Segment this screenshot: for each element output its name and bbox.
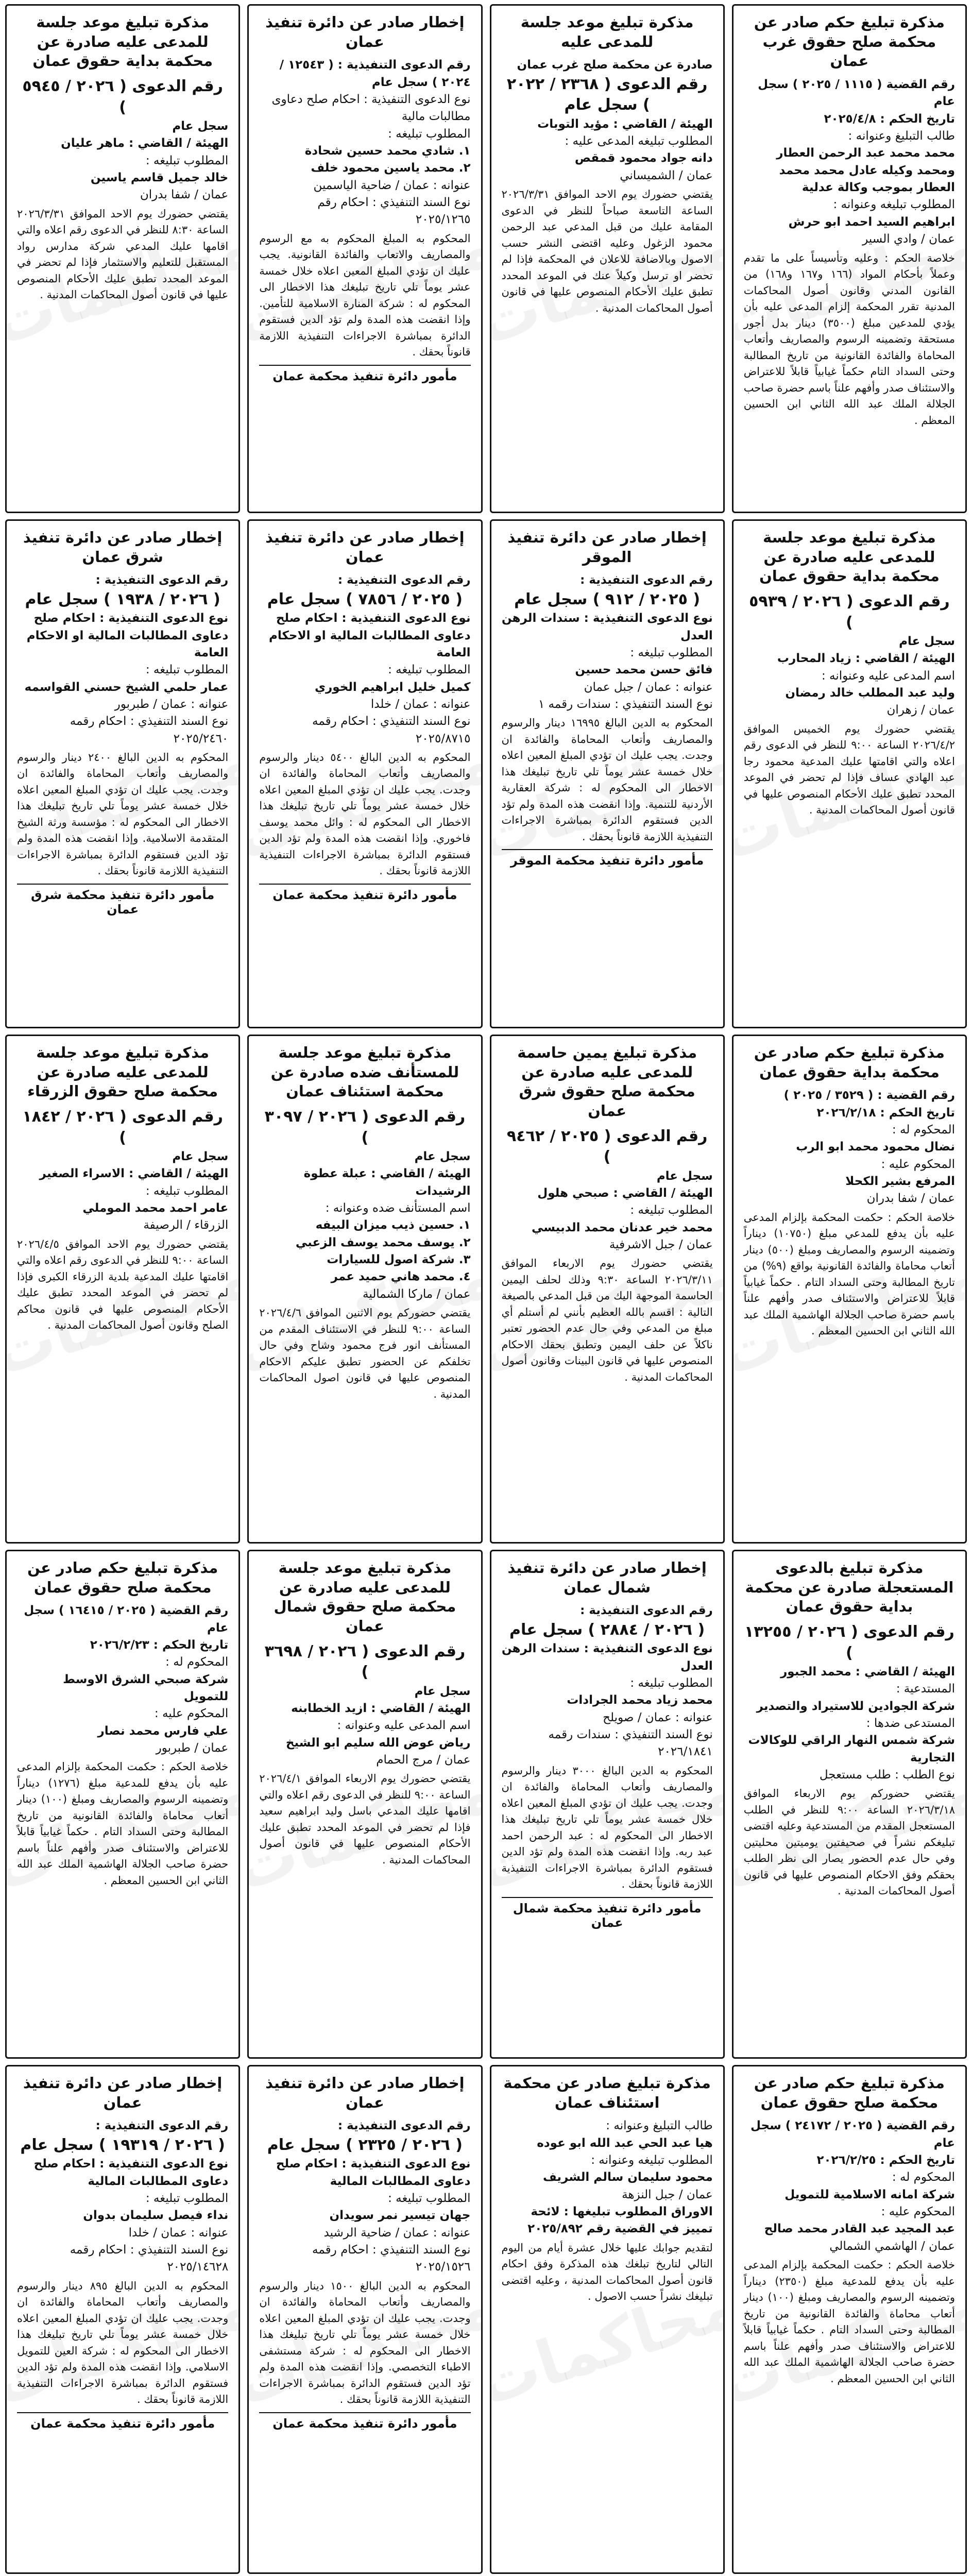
notice-line: المرفع بشير الكحلا [845,1175,955,1189]
notice-line: سجل عام [414,1684,471,1698]
notice-line: عنوانه : عمان / طبربور [114,697,229,711]
notice-body: لتقديم جوابك عليها خلال عشرة أيام من اليوم التالي لتاريخ تبلغك هذه المذكرة وفق احكام قانون أصول المحاكمات المدنية ، وعليه اقتضى تبليغك نشراً حسب الاصول . [501,2241,713,2303]
notice-line: اسم المدعى عليه وعنوانه : [337,1719,471,1733]
notice-body: المحكوم به الدين البالغ ٣٠٠٠ دينار والرسوم والمصاريف وأتعاب المحاماة والفائدة ان وجدت. يجب عليك ان تؤدي المبلغ المعين اعلاه خلال خمسة عشر يوماً تلي تاريخ تبليغك هذا الاخطار الى المحكوم له : عبد الرحمن احمد عبد ربه. وإذا انقضت هذه المدة ولم تؤد الدين فستقوم الدائرة بمباشرة الاجراءات التنفيذية اللازمة قانوناً بحقك . [501,1764,713,1891]
notice-line: نوع السند التنفيذي : احكام رقم ٢٠٢٥/١٢٦٥ [317,196,471,227]
notice-line: شركة صبحي الشرق الاوسط للتمويل [63,1672,229,1704]
notice-line: ( ٢٠٢٥ / ٩١٢ ) سجل عام [514,590,701,608]
notice-line: دانه جواد محمود قمقص [574,151,713,165]
notice-line: المحكوم عليه : [154,1707,229,1721]
notice-header: إخطار صادر عن دائرة تنفيذ عمان [23,2074,223,2111]
notice-line: محمد محمد عبد الرحمن العطار ومحمد وكيله عادل محمد محمد العطار بموجب وكالة عدلية [776,146,955,195]
notice-line: عمان / الهاشمي الشمالي [829,2239,955,2253]
notice-line: عبد المجيد عبد القادر محمد صالح [764,2222,955,2236]
notice-line: ٢. يوسف محمد يوسف الزعبي [295,1235,471,1249]
notice-line: عنوانه : عمان / صويلح [603,1710,713,1724]
notice-header: إخطار صادر عن دائرة تنفيذ شمال عمان [507,1559,707,1596]
notice-line: رقم الدعوى ( ٢٠٢٦ / ٣٦٩٨ ) [264,1642,466,1682]
notice-line: رقم الدعوى التنفيذية : [337,573,471,587]
notice-line: تاريخ الحكم : ٢٠٢٦/٢/٢٥ [816,2154,955,2167]
notice-header: مذكرة تبليغ حكم صادر عن محكمة صلح حقوق عمان [754,2074,945,2111]
notice-line: المطلوب تبليغه : [145,154,229,167]
notice-body: المحكوم به المبلغ المحكوم به مع الرسوم والمصاريف والاتعاب والفائدة القانونية. يجب عليك ان تؤدي المبلغ المعين اعلاه خلال خمسة عشر يوماً تلي تاريخ تبليغك هذا الاخطار الى المحكوم له : شركة المنارة الاسلامية للتأمين. وإذا انقضت هذه المدة ولم تؤد الدين فستقوم الدائرة بمباشرة الاجراءات التنفيذية اللازمة قانوناً بحقك . [259,232,471,359]
notice-line: عمان / شفا بدران [140,188,229,202]
notice-line: سجل عام [899,635,955,649]
notice-box [5,2065,240,2574]
notice-line: رقم القضية ( ١١١٥ / ٢٠٢٥ ) سجل عام [758,78,955,109]
notice-box [5,4,240,513]
notice-body: المحكوم به الدين البالغ ٥٤٠٠ دينار والرسوم والمصاريف وأتعاب المحاماة والفائدة ان وجدت. يجب عليك ان تؤدي المبلغ المعين اعلاه خلال خمسة عشر يوماً تلي تاريخ تبليغك هذا الاخطار الى المحكوم له : وائل محمد يوسف فاخوري. وإذا انقضت هذه المدة ولم تؤد الدين فستقوم الدائرة بمباشرة الاجراءات التنفيذية اللازمة قانوناً بحقك . [259,751,471,877]
notice-footer: مأمور دائرة تنفيذ محكمة عمان [259,2412,470,2431]
notice-header: مذكرة تبليغ موعد جلسة للمستأنف ضده صادرة عن محكمة استئناف عمان [270,1044,459,1100]
notice-header: مذكرة تبليغ حكم صادر عن محكمة صلح حقوق عمان [27,1559,218,1596]
notice-line: نوع الدعوى التنفيذية : سندات الرهن العدل [501,1642,713,1673]
notice-line: المطلوب تبليغه : [145,663,229,677]
notice-line: تاريخ الحكم : ٢٠٢٦/٢/٢٣ [90,1638,229,1652]
notice-line: المطلوب تبليغه : [630,1204,713,1217]
notice-header: مذكرة تبليغ موعد جلسة للمدعى عليه صادرة عن محكمة بداية حقوق عمان [759,529,940,585]
notice-line: المحكوم عليه : [881,2205,955,2219]
notice-box [5,1035,240,1544]
notice-line: محمد زياد محمد الجرادات [567,1693,713,1707]
notice-line: رقم الدعوى ( ٢٠٢٦ / ٥٩٣٩ ) [749,592,950,632]
notice-line: ( ٢٠٢٥ / ٧٨٥٦ ) سجل عام [267,590,463,608]
notice-line: نوع الدعوى التنفيذية : احكام صلح دعاوى المطالبات المالية او الاحكام العامة [26,612,229,659]
notice-line: رقم الدعوى ( ٢٠٢٦ / ٥٩٤٥ ) [22,77,223,116]
notice-line: علي فارس محمد نصار [97,1724,229,1738]
notice-box [490,2065,725,2574]
notice-line: رقم الدعوى التنفيذية : [580,1604,713,1618]
notice-line: عمان / طبربور [156,1741,229,1755]
notice-body: يقتضي حضورك يوم الاربعاء الموافق ٢٠٢٦/٣/١١ الساعة ٩:٣٠ وذلك لحلف اليمين الحاسمة الموجهة اليك من قبل المدعي بالصيغة التالية : اقسم بالله العظيم بأنني لم أستلم أي مبلغ من المدعي وفي حال عدم الحضور تعتبر ناكلاً عن حلف اليمين وتطبق بحقك الاحكام المنصوص عليها في قانون البينات وقانون أصول المحاكمات المدنية . [501,1257,713,1383]
notice-header: إخطار صادر عن دائرة تنفيذ الموقر [507,529,707,566]
notice-body: المحكوم به الدين البالغ ١٦٩٩٥ دينار والرسوم والمصاريف وأتعاب المحاماة والفائدة ان وجدت. يجب عليك ان تؤدي المبلغ المعين اعلاه خلال خمسة عشر يوماً تلي تاريخ تبليغك هذا الاخطار الى المحكوم له : شركة العقارية الأردنية للتنمية. وإذا انقضت هذه المدة ولم تؤد الدين فستقوم الدائرة بمباشرة الاجراءات التنفيذية اللازمة قانوناً بحقك . [501,717,713,843]
notice-line: نضال محمود محمد ابو الرب [796,1140,955,1154]
notice-line: المطلوب تبليغه المدعى عليه : [565,134,713,148]
notice-line: المطلوب تبليغه : [388,2191,471,2205]
notice-footer: مأمور دائرة تنفيذ محكمة عمان [259,365,470,383]
notice-line: رقم الدعوى التنفيذية : [95,2119,229,2133]
notice-header: مذكرة تبليغ موعد جلسة للمدعى عليه صادرة عن محكمة صلح حقوق شمال عمان [274,1559,456,1635]
notice-line: الهيئة / القاضي : ازيد الخطابنه [291,1702,471,1716]
notice-line: الهيئة / القاضي : مؤيد التوبات [537,117,713,131]
notice-line: الهيئة / القاضي : ماهر عليان [61,137,229,150]
notice-line: طالب التبليغ وعنوانه : [848,129,955,143]
notice-line: عنوانه : عمان / خلدا [128,2226,229,2240]
notice-body: المحكوم به الدين البالغ ٢٤٠٠ دينار والرسوم والمصاريف وأتعاب المحاماة والفائدة ان وجدت. يجب عليك ان تؤدي المبلغ المعين اعلاه خلال خمسة عشر يوماً تلي تاريخ تبليغك هذا الاخطار الى المحكوم له : مؤسسة ورثة الشيخ المتقدمة الاسلامية. وإذا انقضت هذه المدة ولم تؤد الدين فستقوم الدائرة بمباشرة الاجراءات التنفيذية اللازمة قانوناً بحقك . [17,751,229,877]
notice-line: سجل عام [172,120,229,133]
notice-body: المحكوم به الدين البالغ ٨٩٥ دينار والرسوم والمصاريف وأتعاب المحاماة والفائدة ان وجدت. يجب عليك ان تؤدي المبلغ المعين اعلاه خلال خمسة عشر يوماً تلي تاريخ تبليغك هذا الاخطار الى المحكوم له : شركة العين للتمويل الاسلامي. وإذا انقضت هذه المدة ولم تؤد الدين فستقوم الدائرة بمباشرة الاجراءات التنفيذية اللازمة قانوناً بحقك . [17,2279,229,2406]
notice-line: ٢. محمد ياسين محمود خلف [311,161,471,175]
notices-page [5,4,967,2576]
notice-line: رقم الدعوى ( ٢٣٦٨ / ٢٠٢٢ ) سجل عام [506,75,708,114]
notice-line: عمان / الشميساني [620,168,713,182]
notice-line: المطلوب تبليغه : [630,646,713,659]
notice-line: المطلوب تبليغه وعنوانه : [833,198,955,212]
notice-line: عامر احمد محمد الموملي [82,1201,229,1215]
notice-line: الهيئة / القاضي : الاسراء الصغير [39,1167,229,1181]
notice-line: نوع الدعوى التنفيذية : احكام صلح دعاوى المطالبات المالية [33,2157,229,2188]
notice-line: عنوانه : عمان / خلدا [370,697,471,711]
notice-line: جهان تيسير نمر سويدان [329,2209,471,2223]
notice-header: إخطار صادر عن دائرة تنفيذ عمان [265,13,465,50]
notice-header: مذكرة تبليغ موعد جلسة للمدعى عليه [520,13,694,50]
notice-line: عمان / مرج الحمام [376,1753,471,1767]
notice-footer: مأمور دائرة تنفيذ محكمة عمان [17,2412,228,2431]
notice-line: نوع السند التنفيذي : احكام رقمه ٢٠٢٥/١٥٢٦ [312,2243,471,2274]
notice-line: نوع الدعوى التنفيذية : احكام صلح دعاوى المطالبات المالية [276,2157,471,2188]
notice-line: عمان / وادي السير [862,232,955,246]
notice-header: إخطار صادر عن دائرة تنفيذ عمان [265,2074,465,2111]
notice-body: خلاصة الحكم : حكمت المحكمة بإلزام المدعى عليه بأن يدفع للمدعية مبلغ (١٢٧٦) ديناراً وتضمينه الرسوم والمصاريف ومبلغ (١٠٠) دينار أتعاب محاماة والفائدة القانونية من تاريخ المطالبة وحتى السداد التام . حكماً غيابياً قابلاً للاعتراض والاستئناف صدر وأفهم علناً باسم حضرة صاحب الجلالة الهاشمية الملك عبد الله الثاني ابن الحسين المعظم . [17,1760,229,1887]
notice-line: صادرة عن محكمة صلح غرب عمان [517,58,713,72]
notice-line: المطلوب تبليغه : [630,1676,713,1690]
notice-body: خلاصة الحكم : حكمت المحكمة بإلزام المدعى عليه بأن يدفع للمدعي مبلغ (١٠٧٥٠) ديناراً وتضمينه الرسوم والمصاريف ومبلغ (٥٠٠) دينار أتعاب محاماة والفائدة القانونية بواقع (٩%) من تاريخ المطالبة وحتى السداد التام . حكماً غيابياً قابلاً للاعتراض والاستئناف صدر وأفهم علناً باسم حضرة صاحب الجلالة الهاشمية الملك عبد الله الثاني ابن الحسين المعظم . [743,1211,956,1337]
notice-body: يقتضي حضورك يوم الاربعاء الموافق ٢٠٢٦/٤/١ الساعة ٩:٠٠ للنظر في الدعوى رقم اعلاه والتي اقامها عليك المدعي باسل وليد ابراهيم سعيد فإذا لم تحضر في الموعد المحدد تطبق عليك الأحكام المنصوص عليها في قانون أصول المحاكمات المدنية . [259,1772,471,1866]
notice-line: المحكوم له : [892,1123,955,1137]
notice-box [732,4,967,513]
notice-box [247,519,482,1028]
notice-body: يقتضي حضورك يوم الخميس الموافق ٢٠٢٦/٤/٢ الساعة ٩:٠٠ للنظر في الدعوى رقم اعلاه والتي اقامتها عليك المدعية محمود رجا عبد الهادي عساف فإذا لم تحضر في الموعد المحدد تطبق عليك الأحكام المنصوص عليها في قانون أصول المحاكمات المدنية . [743,722,955,817]
notice-line: اسم المستأنف ضده وعنوانه : [325,1201,471,1215]
notice-line: عمان / زهران [886,703,955,717]
notice-line: خالد جميل قاسم ياسين [90,171,229,185]
notice-line: الهيئة / القاضي : زياد المحارب [777,652,955,666]
notice-line: تاريخ الحكم : ٢٠٢٥/٤/٨ [824,112,955,126]
notice-line: المطلوب تبليغه : [145,2191,229,2205]
notice-line: عنوانه : عمان / جبل عمان [584,680,713,694]
notice-line: عمار حلمي الشيخ حسني القواسمه [24,680,229,694]
notice-footer: مأمور دائرة تنفيذ محكمة عمان [259,884,470,902]
notice-line: المحكوم له : [892,2171,955,2184]
notice-line: رقم القضية ( ٢٠٢٥ / ٢٤١٧٢ ) سجل عام [751,2119,955,2150]
notice-body: يقتضي حضورك يوم الاحد الموافق ٢٠٢٦/٤/٥ الساعة ٩:٠٠ للنظر في الدعوى رقم اعلاه والتي اقامتها عليك المدعية بلدية الزرقاء الكبرى فإذا لم تحضر في الموعد المحدد تطبق عليك الأحكام المنصوص عليها في قانون محاكم الصلح وقانون أصول المحاكمات المدنية . [17,1238,229,1332]
notice-body: يقتضي حضوركم يوم الاربعاء الموافق ٢٠٢٦/٣/١٨ الساعة ٩:٠٠ للنظر في الطلب المستعجل المقدم من المستدعية وعليه اقتضى تبليغكم نشراً في صحيفتين يوميتين محليتين وفي حال عدم الحضور يصار الى نظر الطلب بحقكم وفق الاحكام المنصوص عليها في قانون أصول المحاكمات المدنية . [743,1787,955,1897]
notice-line: عمان / جبل النزهة [622,2188,713,2201]
notice-footer: مأمور دائرة تنفيذ محكمة شمال عمان [502,1897,713,1930]
notice-line: طالب التبليغ وعنوانه : [606,2119,713,2133]
notice-line: الهيئة / القاضي : عبلة عطوة الرشيدات [303,1167,471,1198]
notice-line: اسم المدعى عليه وعنوانه : [821,669,955,683]
notice-line: رقم الدعوى ( ٢٠٢٥ / ٩٤٦٢ ) [506,1127,708,1166]
notice-line: المحكوم عليه : [881,1157,955,1171]
notice-line: نوع الدعوى التنفيذية : احكام صلح دعاوى مطالبات مالية [271,93,471,124]
notice-footer: مأمور دائرة تنفيذ محكمة شرق عمان [17,884,228,917]
notice-line: نوع الدعوى التنفيذية : احكام صلح دعاوى المطالبات المالية او الاحكام العامة [269,612,471,659]
notice-header: مذكرة تبليغ حكم صادر عن محكمة بداية حقوق عمان [754,1044,945,1081]
notice-line: ٤. محمد هاني حميد عمر [331,1270,471,1284]
notice-line: عنوانه : عمان / ضاحية الرشيد [323,2226,471,2240]
notice-header: مذكرة تبليغ صادر عن محكمة استئناف عمان [503,2074,711,2111]
notice-line: الاوراق المطلوب تبليغها : لائحة تمييز في القضية رقم ٢٠٢٥/٨٩٢ [527,2205,713,2236]
notice-line: سجل عام [414,1150,471,1164]
notice-line: المستدعية : [896,1682,955,1696]
notice-line: ( ٢٠٢٦ / ٢٣٢٥ ) سجل عام [267,2136,463,2154]
notice-box [5,519,240,1028]
notice-line: رقم الدعوى ( ٢٠٢٦ / ٣٠٩٧ ) [264,1108,466,1147]
notice-line: شركة شمس النهار الراقي للوكالات التجارية [748,1734,955,1765]
notice-line: نوع السند التنفيذي : احكام رقمه ٢٠٢٥/٨٧١٥ [312,715,471,745]
notice-line: نوع السند التنفيذي : سندات رقمه ١ [538,697,713,711]
notice-box [490,1035,725,1544]
notice-line: نداء فيصل سليمان بدوان [83,2209,229,2223]
notice-line: ( ٢٠٢٦ / ٢٨٨٤ ) سجل عام [509,1620,705,1639]
notice-box [732,1550,967,2059]
notice-line: ( ٢٠٢٦ / ١٩٣٨ ) سجل عام [25,590,220,608]
notice-line: وليد عبد المطلب خالد رمضان [785,686,955,700]
notice-line: ١. حسين ذيب ميزان البيفه [315,1218,471,1232]
notice-header: إخطار صادر عن دائرة تنفيذ عمان [265,529,465,566]
notice-line: المستدعى ضدها : [866,1717,955,1731]
notice-box [247,4,482,513]
notice-header: إخطار صادر عن دائرة تنفيذ شرق عمان [23,529,223,566]
notice-box [490,1550,725,2059]
notice-line: عنوانه : عمان / ضاحية الياسمين [313,178,471,192]
notice-line: المحكوم له : [165,1655,229,1669]
notice-line: ( ٢٠٢٦ / ١٩٣١٩ ) سجل عام [20,2136,225,2154]
notice-line: كميل خليل ابراهيم الخوري [314,680,471,694]
notice-box [247,1035,482,1544]
notice-line: رقم الدعوى ( ٢٠٢٦ / ١٣٢٥٥ ) [744,1623,954,1662]
notice-line: تاريخ الحكم : ٢٠٢٦/٢/١٨ [816,1106,955,1120]
notice-line: نوع الدعوى التنفيذية : سندات الرهن العدل [501,612,713,642]
notice-line: رقم القضية ( ٢٠٢٥ / ١٦٤١٥ ) سجل عام [24,1604,229,1635]
notice-line: الهيئة / القاضي : صبحي هلول [537,1187,713,1200]
notice-line: المطلوب تبليغه : [388,663,471,677]
notice-line: عمان / ماركا الشمالية [363,1287,471,1301]
notice-header: مذكرة تبليغ بالدعوى المستعجلة صادرة عن محكمة بداية حقوق عمان [745,1559,954,1616]
notice-line: رقم الدعوى التنفيذية : [580,573,713,587]
notice-line: شركة الجوادين للاستيراد والتصدير [756,1699,955,1713]
notice-body: يقتضي حضوركم يوم الاثنين الموافق ٢٠٢٦/٤/٦ الساعة ٩:٠٠ للنظر في الاستئناف المقدم من المستأنف انور فرج محمود وشاح وفي حال تخلفكم عن الحضور تطبق عليكم الاحكام المنصوص عليها في قانون اصول المحاكمات المدنية . [259,1307,471,1400]
notice-line: نوع الطلب : طلب مستعجل [819,1768,955,1782]
notice-line: سجل عام [656,1169,713,1183]
notice-line: ابراهيم السيد احمد ابو حرش [788,215,955,229]
notice-line: عمان / شفا بدران [866,1192,955,1206]
notice-line: ١. شادي محمد حسين شحادة [304,144,471,158]
notice-line: هيا عبد الحي عبد الله ابو عوده [537,2136,713,2150]
notice-body: خلاصة الحكم : وعليه وتأسيساً على ما تقدم وعملاً بأحكام المواد (١٦٦ و١٦٧ و١٦٨) من القانون المدني وقانون أصول المحاكمات المدنية تقرر المحكمة إلزام المدعى عليه بأن يؤدي للمدعين مبلغ (٣٥٠٠) دينار بدل أجور مستحقة وتضمينه الرسوم والمصاريف وأتعاب المحاماة والفائدة القانونية من تاريخ المطالبة وحتى السداد التام حكماً غيابياً قابلاً للاعتراض والاستئناف صدر وأفهم علناً باسم حضرة صاحب الجلالة الملك عبد الله الثاني ابن الحسين المعظم . [743,251,955,427]
notice-line: المطلوب تبليغه وعنوانه : [591,2154,713,2167]
notice-line: رقم الدعوى ( ٢٠٢٦ / ١٨٤٢ ) [22,1108,223,1147]
notice-header: مذكرة تبليغ حكم صادر عن محكمة صلح حقوق غرب عمان [754,13,945,70]
notice-line: المطلوب تبليغه : [145,1184,229,1198]
notice-header: مذكرة تبليغ موعد جلسة للمدعى عليه صادرة عن محكمة صلح حقوق الزرقاء [27,1044,218,1100]
notice-box [732,1035,967,1544]
notice-box [490,4,725,513]
notice-body: يقتضي حضورك يوم الاحد الموافق ٢٠٢٦/٣/٣١ الساعة التاسعة صباحاً للنظر في الدعوى المقامة عليك من قبل المدعي عبد الرحمن محمود الزغول وعليه اقتضى النشر حسب الاصول وبالاضافة للاعلان في المحكمة فإذا لم تحضر او ترسل وكيلاً عنك في الموعد المحدد تطبق عليك الأحكام المنصوص عليها في قانون أصول المحاكمات المدنية . [501,188,713,314]
notice-line: رقم الدعوى التنفيذية : ( ١٢٥٤٣ / ٢٠٢٤ ) سجل عام [279,58,471,89]
notice-body: خلاصة الحكم : حكمت المحكمة بإلزام المدعى عليه بأن يدفع للمدعية مبلغ (٢٣٥٠) ديناراً وتضمينه الرسوم والمصاريف ومبلغ (١٠٠) دينار أتعاب محاماة والفائدة القانونية من تاريخ المطالبة وحتى السداد التام . حكماً غيابياً قابلاً للاعتراض والاستئناف صدر وأفهم علناً باسم حضرة صاحب الجلالة الهاشمية الملك عبد الله الثاني ابن الحسين المعظم . [743,2259,956,2385]
notice-line: محمود سليمان سالم الشريف [543,2171,713,2184]
notice-box [247,1550,482,2059]
notice-line: محمد خير عدنان محمد الدبيسي [532,1221,713,1234]
notice-body: المحكوم به الدين البالغ ١٥٠٠ دينار والرسوم والمصاريف وأتعاب المحاماة والفائدة ان وجدت. يجب عليك ان تؤدي المبلغ المعين اعلاه خلال خمسة عشر يوماً تلي تاريخ تبليغك هذا الاخطار الى المحكوم له : شركة مستشفى الاطباء التخصصي. وإذا انقضت هذه المدة ولم تؤد الدين فستقوم الدائرة بمباشرة الاجراءات التنفيذية اللازمة قانوناً بحقك . [259,2279,471,2406]
notice-line: فائق حسن محمد حسين [575,663,713,677]
notice-line: نوع السند التنفيذي : احكام رقمه ٢٠٢٥/٢٤٦٠ [70,715,229,745]
notice-header: مذكرة تبليغ موعد جلسة للمدعى عليه صادرة عن محكمة بداية حقوق عمان [32,13,213,70]
notice-line: نوع السند التنفيذي : احكام رقمه ٢٠٢٥/١٤٦٢٨ [70,2243,229,2274]
notice-body: يقتضي حضورك يوم الاحد الموافق ٢٠٢٦/٣/٣١ الساعة ٨:٣٠ للنظر في الدعوى رقم اعلاه والتي اقامها عليك المدعي شركة مدارس رواد المستقبل للتعليم والاستثمار فإذا لم تحضر في الموعد المحدد تطبق عليك الأحكام المنصوص عليها في قانون أصول المحاكمات المدنية . [17,207,229,301]
notice-line: المطلوب تبليغه : [388,127,471,141]
notice-header: مذكرة تبليغ يمين حاسمة للمدعى عليه صادرة عن محكمة صلح حقوق شرق عمان [517,1044,697,1120]
notice-box [247,2065,482,2574]
notice-line: عمان / جبل الاشرفية [609,1238,713,1252]
notice-line: الهيئة / القاضي : محمد الجبور [780,1665,955,1679]
notice-box [490,519,725,1028]
notice-line: رقم الدعوى التنفيذية : [95,573,229,587]
notice-line: رقم القضية : ( ٣٥٢٩ / ٢٠٢٥ ) [783,1089,955,1103]
notice-line: ٣. شركة اصول للسيارات [327,1253,471,1267]
notice-box [732,2065,967,2574]
notice-line: رقم الدعوى التنفيذية : [337,2119,471,2133]
notice-line: الزرقاء / الرصيفة [143,1218,229,1232]
notice-footer: مأمور دائرة تنفيذ محكمة الموقر [502,849,713,868]
notice-box [732,519,967,1028]
notice-line: نوع السند التنفيذي : سندات رقمه ٢٠٢٦/١٨٤١ [548,1727,713,1759]
notice-line: رياض عوض الله سليم ابو الشيخ [285,1736,471,1750]
notice-line: شركة امانه الاسلامية للتمويل [785,2188,955,2201]
notice-line: سجل عام [172,1150,229,1164]
notice-box [5,1550,240,2059]
